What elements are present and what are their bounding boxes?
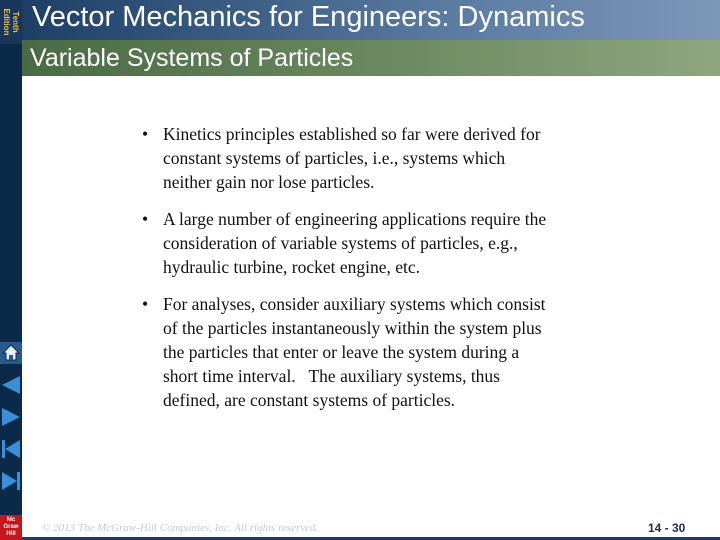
header-bar bbox=[22, 0, 720, 40]
subheader-bar bbox=[22, 40, 720, 76]
logo-line-3: Hill bbox=[6, 531, 16, 537]
home-icon[interactable] bbox=[0, 342, 22, 364]
bullet-line: Kinetics principles established so far were derived for bbox=[163, 124, 541, 144]
bullet-marker: • bbox=[142, 124, 149, 144]
bullet-line: A large number of engineering applications require the bbox=[163, 209, 547, 229]
edition-text bbox=[2, 8, 20, 35]
previous-icon[interactable] bbox=[0, 374, 22, 396]
logo-line-2: Graw bbox=[3, 524, 19, 530]
page-number: 14 - 30 bbox=[648, 521, 686, 535]
copyright-notice: © 2013 The McGraw-Hill Companies, Inc. All rights reserved. bbox=[42, 522, 319, 534]
edition-line-2: Edition bbox=[2, 8, 11, 36]
bullet-line: of the particles instantaneously within the system plus bbox=[163, 318, 542, 338]
sidebar bbox=[0, 0, 22, 540]
bullet-marker: • bbox=[142, 209, 149, 229]
bullet-line: consideration of variable systems of particles, e.g., bbox=[163, 233, 518, 253]
bullet-line: short time interval. The auxiliary systems, thus bbox=[163, 366, 500, 386]
logo-line-1: Mc bbox=[6, 517, 16, 523]
bullet-item bbox=[142, 207, 622, 279]
bullet-line: constant systems of particles, i.e., systems which bbox=[163, 148, 506, 168]
first-slide-icon[interactable] bbox=[0, 438, 22, 460]
bullet-list bbox=[142, 122, 622, 425]
book-title: Vector Mechanics for Engineers: Dynamics bbox=[32, 1, 585, 33]
bullet-line: defined, are constant systems of particles. bbox=[163, 390, 456, 410]
edition-line-1: Tenth bbox=[11, 11, 20, 33]
bullet-item bbox=[142, 292, 622, 412]
bullet-line: hydraulic turbine, rocket engine, etc. bbox=[163, 257, 421, 277]
bullet-line: the particles that enter or leave the system during a bbox=[163, 342, 520, 362]
next-icon[interactable] bbox=[0, 406, 22, 428]
bullet-line: For analyses, consider auxiliary systems which consist bbox=[163, 294, 546, 314]
bullet-line: neither gain nor lose particles. bbox=[163, 172, 375, 192]
last-slide-icon[interactable] bbox=[0, 470, 22, 492]
bullet-marker: • bbox=[142, 294, 149, 314]
bullet-item bbox=[142, 122, 622, 194]
mcgraw-hill-logo bbox=[0, 515, 22, 540]
edition-label bbox=[0, 0, 22, 44]
slide-title: Variable Systems of Particles bbox=[30, 44, 354, 72]
